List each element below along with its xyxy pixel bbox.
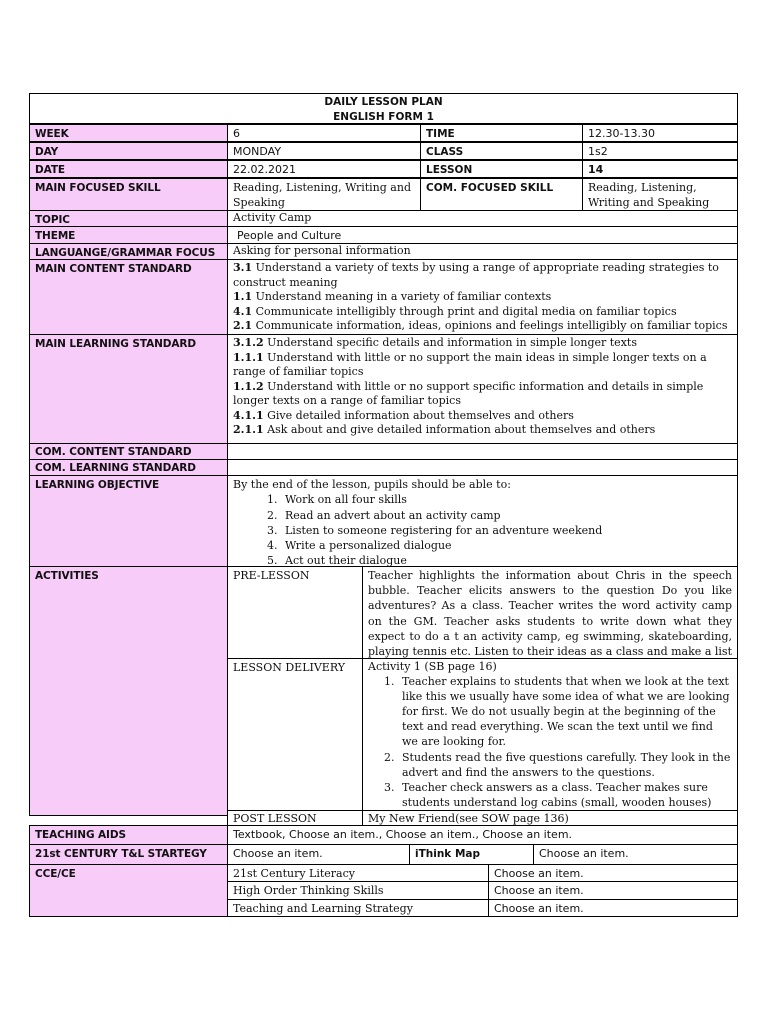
delivery-item: 1. Teacher explains to students that when we look at the text like this we usually have some idea of what we are looking for first. We do not usually begin at the beginning of the text and read everything. We scan the text until we find we are looking for. (398, 674, 732, 749)
objective-item: 5. Act out their dialogue (281, 553, 732, 567)
main-learning-standard-value (227, 334, 738, 444)
cce-label: CCE/CE (29, 864, 228, 917)
class-value: 1s2 (582, 142, 738, 160)
objective-intro: By the end of the lesson, pupils should be able to: (233, 478, 511, 491)
objective-item: 3. Listen to someone registering for an adventure weekend (281, 523, 732, 538)
cce-row-value[interactable]: Choose an item. (488, 899, 738, 917)
learning-objective-label: LEARNING OBJECTIVE (29, 475, 228, 567)
theme-value: People and Culture (227, 226, 738, 244)
content-standard-item: 3.1 Understand a variety of texts by using a range of appropriate reading strategies to construct meaning (233, 261, 719, 289)
learning-standard-item: 2.1.1 Ask about and give detailed information about themselves and others (233, 423, 656, 436)
day-value: MONDAY (227, 142, 421, 160)
com-learning-standard-label: COM. LEARNING STANDARD (29, 459, 228, 476)
lesson-label: LESSON (420, 160, 583, 178)
grammar-focus-label: LANGUANGE/GRAMMAR FOCUS (29, 243, 228, 260)
objective-item: 1. Work on all four skills (281, 492, 732, 507)
week-value: 6 (227, 124, 421, 142)
delivery-item: 3. Teacher check answers as a class. Teacher makes sure students understand log cabins (small, wooden houses) (398, 780, 732, 810)
cce-row-name: High Order Thinking Skills (227, 881, 489, 900)
date-label: DATE (29, 160, 228, 178)
main-content-standard-value (227, 259, 738, 335)
com-focused-skill-value: Reading, Listening, Writing and Speaking (582, 178, 738, 211)
post-lesson-text: My New Friend(see SOW page 136) (362, 810, 738, 826)
learning-standard-item: 3.1.2 Understand specific details and information in simple longer texts (233, 336, 637, 349)
century-strategy-value[interactable]: Choose an item. (227, 844, 410, 865)
learning-objective-value (227, 475, 738, 567)
date-value: 22.02.2021 (227, 160, 421, 178)
lesson-delivery-label: LESSON DELIVERY (227, 658, 363, 811)
main-content-standard-label: MAIN CONTENT STANDARD (29, 259, 228, 335)
topic-value: Activity Camp (227, 210, 738, 227)
learning-standard-item: 1.1.1 Understand with little or no support the main ideas in simple longer texts on a range of familiar topics (233, 350, 707, 378)
delivery-item: 2. Students read the five questions carefully. They look in the advert and find the answers to the questions. (398, 750, 732, 780)
class-label: CLASS (420, 142, 583, 160)
teaching-aids-value[interactable]: Textbook, Choose an item., Choose an item., Choose an item. (227, 825, 738, 845)
objective-item: 2. Read an advert about an activity camp (281, 508, 732, 523)
cce-row-value[interactable]: Choose an item. (488, 881, 738, 900)
lesson-plan-table (30, 93, 738, 917)
plan-title: DAILY LESSON PLAN (324, 96, 443, 108)
com-learning-standard-value (227, 459, 738, 476)
teaching-aids-label: TEACHING AIDS (29, 825, 228, 845)
pre-lesson-text: Teacher highlights the information about Chris in the speech bubble. Teacher elicits answers to the question Do you like adventures? As a class. Teacher writes the word activity camp on the GM. Teacher asks students to write down what they expect to do a t an activity camp, eg swimming, skateboarding, playing tennis etc. Listen to their ideas as a class and make a list (362, 566, 738, 659)
week-label: WEEK (29, 124, 228, 142)
time-value: 12.30-13.30 (582, 124, 738, 142)
main-focused-skill-label: MAIN FOCUSED SKILL (29, 178, 228, 211)
objective-list (233, 492, 732, 567)
ithink-map-label: iThink Map (409, 844, 534, 865)
lesson-delivery-text (362, 658, 738, 811)
learning-standard-item: 1.1.2 Understand with little or no support specific information and details in simple longer texts on a range of familiar topics (233, 379, 704, 407)
content-standard-item: 1.1 Understand meaning in a variety of familiar contexts (233, 290, 552, 303)
cce-row-name: 21st Century Literacy (227, 864, 489, 882)
content-standard-item: 4.1 Communicate intelligibly through print and digital media on familiar topics (233, 304, 677, 318)
century-strategy-label: 21st CENTURY T&L STARTEGY (29, 844, 228, 865)
plan-header (29, 93, 738, 124)
main-learning-standard-label: MAIN LEARNING STANDARD (29, 334, 228, 444)
cce-row-value[interactable]: Choose an item. (488, 864, 738, 882)
ithink-map-value[interactable]: Choose an item. (533, 844, 738, 865)
theme-label: THEME (29, 226, 228, 244)
cce-row-name: Teaching and Learning Strategy (227, 899, 489, 917)
plan-subtitle: ENGLISH FORM 1 (333, 111, 434, 123)
grammar-focus-value: Asking for personal information (227, 243, 738, 260)
time-label: TIME (420, 124, 583, 142)
main-focused-skill-value: Reading, Listening, Writing and Speaking (227, 178, 421, 211)
com-focused-skill-label: COM. FOCUSED SKILL (420, 178, 583, 211)
post-lesson-label: POST LESSON (227, 810, 363, 826)
delivery-heading: Activity 1 (SB page 16) (368, 660, 497, 673)
pre-lesson-label: PRE-LESSON (227, 566, 363, 659)
delivery-list (368, 674, 732, 810)
content-standard-item: 2.1 Communicate information, ideas, opinions and feelings intelligibly on familiar topics (233, 319, 728, 332)
lesson-value: 14 (582, 160, 738, 178)
topic-label: TOPIC (29, 210, 228, 227)
com-content-standard-label: COM. CONTENT STANDARD (29, 443, 228, 460)
day-label: DAY (29, 142, 228, 160)
com-content-standard-value (227, 443, 738, 460)
objective-item: 4. Write a personalized dialogue (281, 538, 732, 553)
activities-label: ACTIVITIES (29, 566, 228, 816)
learning-standard-item: 4.1.1 Give detailed information about themselves and others (233, 408, 574, 422)
